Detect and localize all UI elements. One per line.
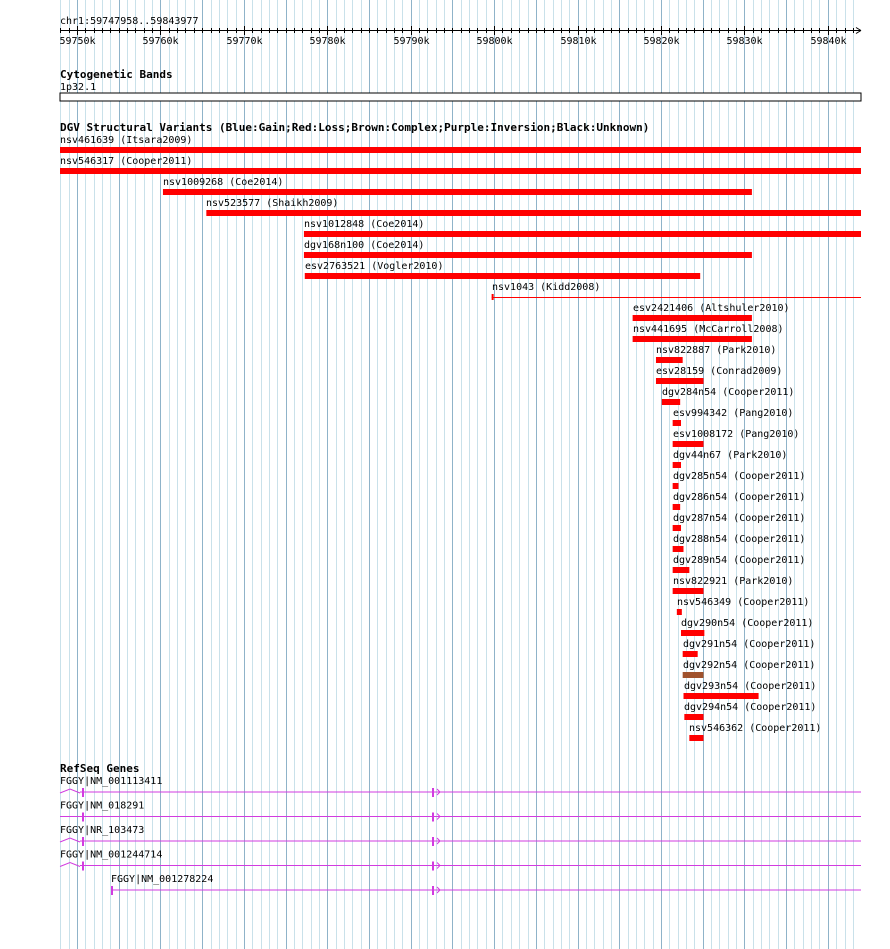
dgv-feature-label: dgv290n54 (Cooper2011) bbox=[681, 618, 814, 629]
gene-label: FGGY|NM_018291 bbox=[60, 800, 145, 812]
gene-exon bbox=[432, 886, 434, 895]
dgv-feature-bar[interactable] bbox=[305, 273, 700, 279]
dgv-feature-nsv461639[interactable] bbox=[60, 135, 861, 153]
gene-exon bbox=[432, 788, 434, 797]
dgv-feature-esv994342[interactable] bbox=[673, 408, 794, 426]
dgv-feature-bar[interactable] bbox=[673, 567, 690, 573]
dgv-feature-label: dgv44n67 (Park2010) bbox=[673, 450, 788, 461]
dgv-feature-label: nsv523577 (Shaikh2009) bbox=[206, 198, 339, 209]
cyto-band[interactable] bbox=[60, 93, 861, 101]
gene-exon bbox=[82, 837, 84, 846]
dgv-feature-label: nsv441695 (McCarroll2008) bbox=[633, 324, 784, 335]
dgv-feature-bar[interactable] bbox=[656, 378, 704, 384]
dgv-feature-label: nsv822887 (Park2010) bbox=[656, 345, 777, 356]
dgv-feature-bar[interactable] bbox=[684, 714, 703, 720]
dgv-feature-dgv288n54[interactable] bbox=[673, 534, 806, 552]
dgv-feature-bar[interactable] bbox=[633, 336, 752, 342]
dgv-feature-bar[interactable] bbox=[662, 399, 680, 405]
dgv-feature-label: dgv284n54 (Cooper2011) bbox=[662, 387, 795, 398]
dgv-feature-bar[interactable] bbox=[60, 168, 861, 174]
dgv-feature-bar[interactable] bbox=[163, 189, 752, 195]
refseq-genes bbox=[60, 776, 861, 895]
ruler-tick-label: 59830k bbox=[726, 36, 763, 47]
dgv-feature-bar[interactable] bbox=[677, 609, 682, 615]
dgv-feature-label: dgv287n54 (Cooper2011) bbox=[673, 513, 806, 524]
gene-FGGY-NM-001244714[interactable] bbox=[60, 850, 861, 871]
dgv-track-title: DGV Structural Variants (Blue:Gain;Red:Loss;Brown:Complex;Purple:Inversion;Black:Unknown) bbox=[60, 121, 650, 134]
dgv-feature-bar[interactable] bbox=[673, 588, 704, 594]
cyto-track-title: Cytogenetic Bands bbox=[60, 68, 173, 81]
gene-label: FGGY|NR_103473 bbox=[60, 825, 145, 836]
dgv-feature-nsv822921[interactable] bbox=[673, 576, 794, 594]
dgv-feature-esv2421406[interactable] bbox=[633, 303, 790, 321]
dgv-feature-bar[interactable] bbox=[633, 315, 752, 321]
dgv-feature-label: esv994342 (Pang2010) bbox=[673, 408, 794, 419]
dgv-feature-dgv285n54[interactable] bbox=[673, 471, 806, 489]
dgv-feature-nsv546317[interactable] bbox=[60, 156, 861, 174]
dgv-feature-bar[interactable] bbox=[681, 630, 704, 636]
gene-FGGY-NM-001113411[interactable] bbox=[60, 776, 861, 797]
dgv-feature-bar[interactable] bbox=[673, 483, 679, 489]
gene-FGGY-NR-103473[interactable] bbox=[60, 825, 861, 846]
gene-exon bbox=[432, 862, 434, 871]
coordinate-ruler[interactable] bbox=[59, 26, 861, 47]
gene-label: FGGY|NM_001244714 bbox=[60, 849, 163, 861]
dgv-feature-label: dgv294n54 (Cooper2011) bbox=[684, 702, 817, 713]
dgv-feature-label: dgv285n54 (Cooper2011) bbox=[673, 471, 806, 482]
dgv-feature-label: esv2421406 (Altshuler2010) bbox=[633, 303, 790, 314]
refseq-track-title: RefSeq Genes bbox=[60, 762, 140, 775]
gene-exon bbox=[432, 837, 434, 846]
dgv-feature-dgv289n54[interactable] bbox=[673, 555, 806, 573]
dgv-feature-label: dgv288n54 (Cooper2011) bbox=[673, 534, 806, 545]
ruler-range-label: chr1:59747958..59843977 bbox=[60, 16, 199, 27]
dgv-feature-dgv293n54[interactable] bbox=[684, 681, 817, 699]
dgv-features bbox=[60, 135, 861, 741]
gene-exon bbox=[111, 886, 113, 895]
dgv-feature-bar[interactable] bbox=[492, 297, 861, 298]
dgv-feature-nsv441695[interactable] bbox=[633, 324, 784, 342]
dgv-feature-dgv168n100[interactable] bbox=[304, 240, 752, 258]
dgv-feature-label: esv28159 (Conrad2009) bbox=[656, 366, 783, 377]
gene-label: FGGY|NM_001278224 bbox=[111, 874, 214, 885]
gene-exon bbox=[82, 788, 84, 797]
dgv-feature-label: nsv546362 (Cooper2011) bbox=[689, 723, 822, 734]
dgv-feature-bar[interactable] bbox=[304, 231, 861, 237]
dgv-feature-bar[interactable] bbox=[689, 735, 703, 741]
dgv-feature-label: nsv1043 (Kidd2008) bbox=[492, 282, 601, 293]
dgv-feature-label: esv1008172 (Pang2010) bbox=[673, 429, 800, 440]
dgv-feature-dgv287n54[interactable] bbox=[673, 513, 806, 531]
dgv-feature-label: nsv546317 (Cooper2011) bbox=[60, 156, 193, 167]
gene-FGGY-NM-018291[interactable] bbox=[60, 801, 861, 822]
dgv-feature-bar[interactable] bbox=[206, 210, 861, 216]
dgv-feature-nsv523577[interactable] bbox=[206, 198, 861, 216]
ruler-tick-label: 59840k bbox=[810, 36, 847, 47]
dgv-feature-nsv1012848[interactable] bbox=[304, 219, 861, 237]
dgv-feature-dgv292n54[interactable] bbox=[683, 660, 816, 678]
dgv-feature-bar-start bbox=[492, 294, 494, 300]
gene-exon bbox=[82, 862, 84, 871]
dgv-feature-bar[interactable] bbox=[683, 651, 698, 657]
ruler-tick-label: 59790k bbox=[393, 36, 430, 47]
dgv-feature-label: nsv1009268 (Coe2014) bbox=[163, 177, 284, 188]
dgv-feature-dgv290n54[interactable] bbox=[681, 618, 813, 636]
ruler-tick-label: 59770k bbox=[226, 36, 263, 47]
dgv-feature-bar[interactable] bbox=[60, 147, 861, 153]
dgv-feature-bar[interactable] bbox=[684, 693, 759, 699]
dgv-feature-bar[interactable] bbox=[673, 546, 684, 552]
cyto-band-label: 1p32.1 bbox=[60, 82, 97, 93]
dgv-feature-bar[interactable] bbox=[673, 420, 681, 426]
ruler-tick-label: 59780k bbox=[309, 36, 346, 47]
dgv-feature-nsv1043[interactable] bbox=[492, 282, 861, 300]
dgv-feature-bar[interactable] bbox=[683, 672, 704, 678]
dgv-feature-nsv546349[interactable] bbox=[677, 597, 810, 615]
dgv-feature-label: nsv461639 (Itsara2009) bbox=[60, 135, 193, 146]
dgv-feature-label: dgv289n54 (Cooper2011) bbox=[673, 555, 806, 566]
dgv-feature-bar[interactable] bbox=[673, 462, 681, 468]
dgv-feature-bar[interactable] bbox=[673, 504, 681, 510]
dgv-feature-label: dgv168n100 (Coe2014) bbox=[304, 240, 425, 251]
dgv-feature-bar[interactable] bbox=[673, 525, 681, 531]
gene-exon bbox=[82, 813, 84, 822]
dgv-feature-label: dgv293n54 (Cooper2011) bbox=[684, 681, 817, 692]
dgv-feature-bar[interactable] bbox=[656, 357, 683, 363]
ruler-tick-label: 59820k bbox=[643, 36, 680, 47]
dgv-feature-label: nsv822921 (Park2010) bbox=[673, 576, 794, 587]
dgv-feature-dgv286n54[interactable] bbox=[673, 492, 806, 510]
ruler-tick-label: 59760k bbox=[142, 36, 179, 47]
dgv-feature-bar[interactable] bbox=[304, 252, 752, 258]
dgv-feature-nsv546362[interactable] bbox=[689, 723, 821, 741]
dgv-feature-nsv822887[interactable] bbox=[656, 345, 776, 363]
dgv-feature-bar[interactable] bbox=[673, 441, 704, 447]
dgv-feature-label: dgv291n54 (Cooper2011) bbox=[683, 639, 816, 650]
dgv-feature-dgv44n67[interactable] bbox=[673, 450, 788, 468]
dgv-feature-label: nsv1012848 (Coe2014) bbox=[304, 219, 425, 230]
ruler-tick-label: 59800k bbox=[476, 36, 513, 47]
dgv-feature-label: esv2763521 (Vogler2010) bbox=[305, 261, 444, 272]
dgv-feature-label: dgv286n54 (Cooper2011) bbox=[673, 492, 806, 503]
dgv-feature-label: nsv546349 (Cooper2011) bbox=[677, 597, 810, 608]
dgv-feature-dgv291n54[interactable] bbox=[683, 639, 816, 657]
ruler-tick-label: 59750k bbox=[59, 36, 96, 47]
dgv-feature-label: dgv292n54 (Cooper2011) bbox=[683, 660, 816, 671]
gene-label: FGGY|NM_001113411 bbox=[60, 776, 163, 787]
ruler-tick-label: 59810k bbox=[560, 36, 597, 47]
gene-exon bbox=[432, 813, 434, 822]
dgv-feature-nsv1009268[interactable] bbox=[163, 177, 752, 195]
